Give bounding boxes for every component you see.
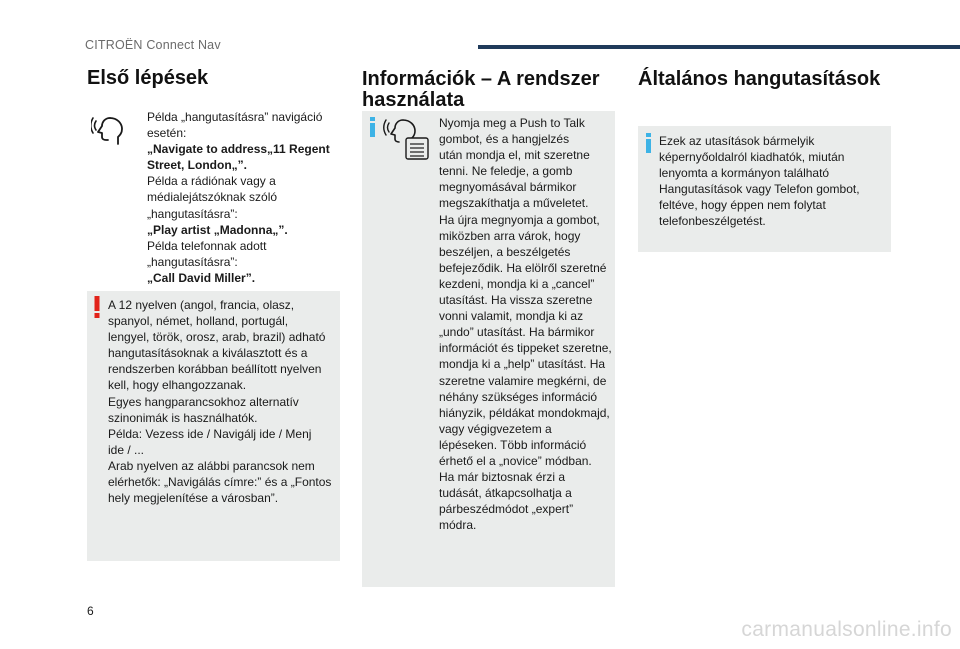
text-line: feltéve, hogy éppen nem folytat — [659, 198, 826, 213]
text-line: hiányzik, példákat mondokmajd, — [439, 405, 610, 420]
section-title-first-steps: Első lépések — [87, 67, 209, 89]
text-line: Egyes hangparancsokhoz alternatív — [108, 394, 299, 409]
text-line: Arab nyelven az alábbi parancsok nem — [108, 458, 315, 473]
text-line: Példa: Vezess ide / Navigálj ide / Menj — [108, 426, 312, 441]
text-line: kell, hogy elhangozzanak. — [108, 378, 247, 393]
text-line: lenyomta a kormányon található — [659, 166, 830, 181]
text-line: módra. — [439, 518, 477, 533]
section-title-info-line2: használata — [362, 89, 465, 111]
text-line: „hangutasításra”: — [147, 254, 238, 269]
text-line: megnyomásával bármikor — [439, 180, 577, 195]
text-line: gombot, és a hangjelzés — [439, 132, 570, 147]
text-line: A 12 nyelven (angol, francia, olasz, — [108, 298, 295, 312]
section-title-info — [362, 69, 599, 111]
text-line: mondja ki a „help” utasítást. Ha — [439, 357, 606, 372]
text-line: Ezek az utasítások bármelyik — [659, 134, 815, 148]
text-line: tudását, átkapcsolhatja a — [439, 486, 572, 501]
text-line: tenni. Ne feledje, a gomb — [439, 164, 573, 179]
text-line: párbeszédmódot „expert” — [439, 502, 574, 517]
watermark: carmanualsonline.info — [741, 618, 952, 641]
text-line: Ha már biztosnak érzi a — [439, 470, 566, 485]
text-line: Hangutasítások vagy Telefon gombot, — [659, 182, 860, 197]
text-line: Példa telefonnak adott — [147, 238, 267, 253]
text-line: „Call David Miller”. — [147, 270, 256, 285]
text-line: képernyőoldalról kiadhatók, miután — [659, 150, 845, 165]
text-line: néhány szükséges információ — [439, 389, 598, 404]
info-icon — [645, 133, 652, 153]
text-line: befejeződik. Ha elölről szeretné — [439, 260, 607, 275]
text-line: „Navigate to address„11 Regent — [147, 142, 330, 157]
text-line: hangutasításoknak a kiválasztott és a — [108, 346, 308, 361]
text-line: információt és tippeket szeretne, — [439, 341, 612, 356]
info-icon — [369, 117, 376, 137]
text-line: elérhetők: „Navigálás címre:” és a „Fontos — [108, 475, 332, 490]
text-line: ide / ... — [108, 442, 145, 457]
usage-info-text — [439, 115, 615, 533]
warning-text — [108, 297, 338, 506]
text-line: „Play artist „Madonna„”. — [147, 222, 288, 237]
text-line: „hangutasításra”: — [147, 206, 238, 221]
text-line: Példa „hangutasításra” navigáció — [147, 110, 323, 124]
page-number: 6 — [87, 604, 94, 618]
text-line: Ha újra megnyomja a gombot, — [439, 212, 600, 227]
push-to-talk-icon — [383, 116, 429, 160]
text-line: rendszerben korábban beállított nyelven — [108, 362, 322, 377]
text-line: érhető el a „novice” módban. — [439, 453, 592, 468]
text-line: megszakíthatja a műveletet. — [439, 196, 589, 211]
warning-exclamation-icon — [93, 296, 101, 318]
text-line: kezdeni, mondja ki a „cancel” — [439, 276, 595, 291]
header-title: CITROËN Connect Nav — [85, 38, 221, 52]
text-line: utasítást. Ha vissza szeretne — [439, 293, 593, 308]
section-title-general-commands: Általános hangutasítások — [638, 68, 881, 90]
text-line: Street, London„”. — [147, 158, 247, 173]
text-line: hely megjelenítése a városban”. — [108, 491, 279, 506]
text-line: miközben arra várok, hogy — [439, 228, 581, 243]
text-line: telefonbeszélgetést. — [659, 214, 766, 229]
section-title-info-line1: Információk – A rendszer — [362, 68, 600, 90]
text-line: vonni valamit, mondja ki az — [439, 309, 584, 324]
text-line: lengyel, török, orosz, arab, brazil) adható — [108, 330, 326, 345]
voice-command-icon — [91, 113, 125, 147]
text-line: vagy végigvezetem a — [439, 421, 552, 436]
text-line: spanyol, német, holland, portugál, — [108, 314, 289, 329]
text-line: Nyomja meg a Push to Talk — [439, 116, 585, 130]
text-line: Példa a rádiónak vagy a — [147, 174, 276, 189]
text-line: lépéseken. Több információ — [439, 437, 587, 452]
text-line: „undo” utasítást. Ha bármikor — [439, 325, 595, 340]
text-line: esetén: — [147, 126, 187, 141]
text-line: szeretne valamire megkérni, de — [439, 373, 607, 388]
text-line: után mondja el, mit szeretne — [439, 148, 590, 163]
text-line: médialejátszóknak szóló — [147, 190, 278, 205]
general-commands-text — [659, 133, 889, 230]
header-bar — [478, 45, 960, 49]
voice-examples-text — [147, 109, 337, 286]
text-line: beszéljen, a beszélgetés — [439, 244, 571, 259]
text-line: szinonimák is használhatók. — [108, 410, 258, 425]
